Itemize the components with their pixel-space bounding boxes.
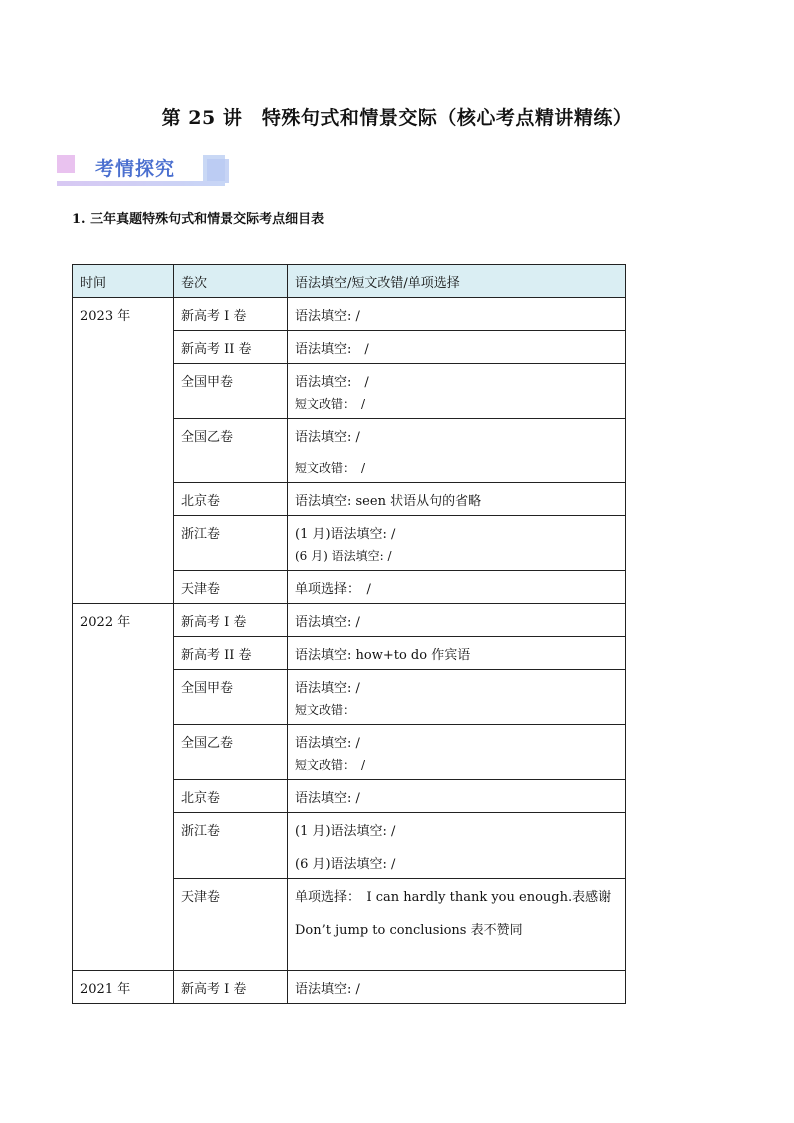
paper-cell: 新高考 I 卷 — [174, 604, 288, 637]
paper-cell: 北京卷 — [174, 483, 288, 516]
paper-cell: 全国乙卷 — [174, 725, 288, 780]
content-line: 语法填空: / — [295, 982, 360, 997]
paper-cell: 新高考 I 卷 — [174, 298, 288, 331]
header-paper: 卷次 — [174, 265, 288, 298]
content-line: 语法填空: / — [295, 681, 360, 696]
paper-cell: 全国乙卷 — [174, 419, 288, 483]
content-line: (1 月)语法填空: / — [295, 824, 396, 839]
content-line: 短文改错： / — [295, 461, 366, 475]
content-cell — [288, 879, 626, 971]
paper-cell: 北京卷 — [174, 780, 288, 813]
content-cell — [288, 813, 626, 879]
content-cell — [288, 419, 626, 483]
banner-decoration — [57, 155, 75, 173]
paper-cell: 新高考 I 卷 — [174, 971, 288, 1004]
content-cell — [288, 971, 626, 1004]
year-cell: 2022 年 — [73, 604, 174, 971]
table-row — [73, 298, 626, 331]
content-cell — [288, 725, 626, 780]
paper-cell: 浙江卷 — [174, 813, 288, 879]
content-cell — [288, 780, 626, 813]
paper-cell: 全国甲卷 — [174, 670, 288, 725]
content-cell — [288, 516, 626, 571]
content-cell — [288, 571, 626, 604]
header-topic: 语法填空/短文改错/单项选择 — [288, 265, 626, 298]
content-line: (6 月)语法填空: / — [295, 857, 396, 872]
content-cell — [288, 483, 626, 516]
content-line: 语法填空: seen 状语从句的省略 — [295, 494, 482, 509]
content-line: 短文改错： / — [295, 397, 366, 411]
page-title: 第 25 讲 特殊句式和情景交际（核心考点精讲精练） — [161, 107, 633, 129]
table-header-row — [73, 265, 626, 298]
content-cell — [288, 670, 626, 725]
content-line: 单项选择： I can hardly thank you enough.表感谢 — [295, 890, 612, 905]
content-cell — [288, 604, 626, 637]
paper-cell: 天津卷 — [174, 571, 288, 604]
table-row — [73, 971, 626, 1004]
header-time: 时间 — [73, 265, 174, 298]
paper-cell: 天津卷 — [174, 879, 288, 971]
content-line: 语法填空: / — [295, 430, 360, 445]
banner-decoration — [207, 159, 229, 183]
content-line: 短文改错： — [295, 703, 356, 717]
paper-cell: 浙江卷 — [174, 516, 288, 571]
content-line: 语法填空: / — [295, 342, 369, 357]
content-cell — [288, 637, 626, 670]
blank-space — [295, 938, 619, 964]
banner-underline — [57, 181, 225, 186]
paper-cell: 全国甲卷 — [174, 364, 288, 419]
content-cell — [288, 364, 626, 419]
content-line: 语法填空: how+to do 作宾语 — [295, 648, 471, 663]
paper-cell: 新高考 II 卷 — [174, 637, 288, 670]
paper-cell: 新高考 II 卷 — [174, 331, 288, 364]
content-cell — [288, 298, 626, 331]
table-row — [73, 604, 626, 637]
content-line: 单项选择： / — [295, 582, 371, 597]
content-line: (6 月) 语法填空: / — [295, 549, 392, 563]
content-line: 语法填空: / — [295, 615, 360, 630]
content-line: 语法填空: / — [295, 736, 360, 751]
content-line: 语法填空: / — [295, 791, 360, 806]
content-line: 语法填空: / — [295, 309, 360, 324]
banner-label: 考情探究 — [95, 158, 176, 180]
year-cell: 2023 年 — [73, 298, 174, 604]
section-banner — [57, 153, 227, 189]
year-cell: 2021 年 — [73, 971, 174, 1004]
section-heading: 1. 三年真题特殊句式和情景交际考点细目表 — [72, 212, 325, 227]
content-line: 短文改错： / — [295, 758, 366, 772]
content-line: (1 月)语法填空: / — [295, 527, 396, 542]
content-line: 语法填空: / — [295, 375, 369, 390]
content-cell — [288, 331, 626, 364]
content-line: Don’t jump to conclusions 表不赞同 — [295, 923, 523, 938]
exam-points-table — [72, 264, 626, 1004]
